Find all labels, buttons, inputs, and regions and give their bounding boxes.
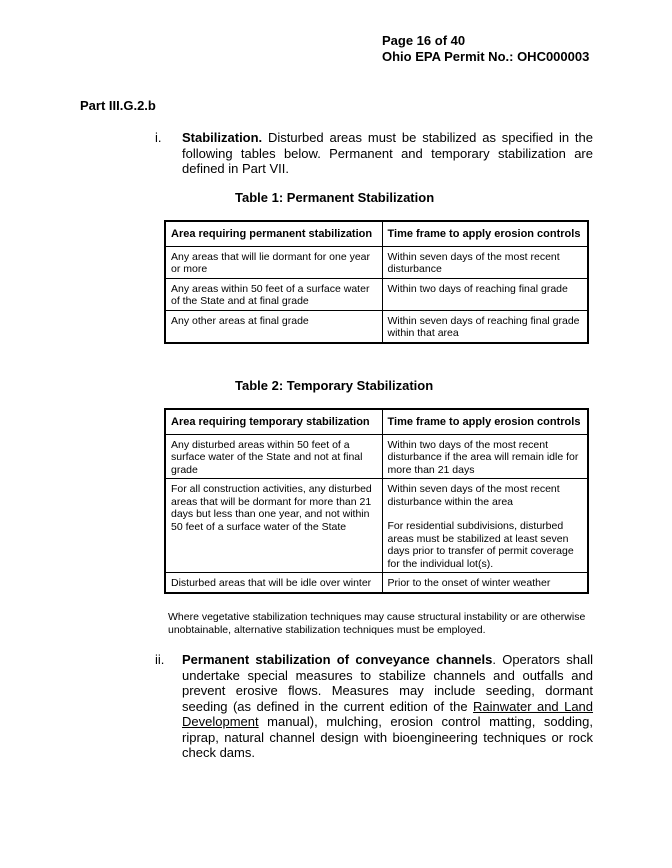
column-header: Area requiring permanent stabilization bbox=[165, 221, 382, 246]
table-cell: Within two days of reaching final grade bbox=[382, 278, 588, 310]
item-text: . Operators shall undertake special measures to stabilize channels and outfalls and prevent erosive flows. Measures may include seeding, dormant seeding (as defined in the current edition of the bbox=[182, 652, 594, 714]
table-row bbox=[165, 479, 588, 573]
part-heading: Part III.G.2.b bbox=[80, 98, 156, 113]
column-header: Time frame to apply erosion controls bbox=[382, 409, 588, 434]
cell-text: Within seven days of the most recent disturbance within the area bbox=[387, 483, 560, 508]
page-number: Page 16 of 40 bbox=[382, 33, 466, 48]
table-row bbox=[165, 246, 588, 278]
temporary-stabilization-table bbox=[164, 408, 589, 594]
table-cell bbox=[382, 479, 588, 573]
table-cell: Prior to the onset of winter weather bbox=[382, 573, 588, 593]
conveyance-channels-paragraph bbox=[182, 652, 593, 761]
table-cell: For all construction activities, any disturbed areas that will be dormant for more than 21 days but less than one year, and not within 50 feet of a surface water of the State bbox=[165, 479, 382, 573]
table-cell: Any disturbed areas within 50 feet of a surface water of the State and not at final grade bbox=[165, 434, 382, 479]
table-cell: Within two days of the most recent disturbance if the area will remain idle for more than 21 days bbox=[382, 434, 588, 479]
item-title: Stabilization. bbox=[182, 130, 263, 145]
table-cell: Any other areas at final grade bbox=[165, 310, 382, 343]
item-title: Permanent stabilization of conveyance channels bbox=[182, 652, 493, 667]
table-row bbox=[165, 278, 588, 310]
table-row bbox=[165, 434, 588, 479]
table-cell: Any areas that will lie dormant for one year or more bbox=[165, 246, 382, 278]
table-header-row bbox=[165, 221, 588, 246]
table-title: Table 1: Permanent Stabilization bbox=[235, 190, 435, 205]
permit-number: Ohio EPA Permit No.: OHC000003 bbox=[382, 49, 590, 64]
cell-text: For residential subdivisions, disturbed areas must be stabilized at least seven days prior to transfer of permit coverage for the individual lot(s). bbox=[387, 520, 574, 570]
table-cell: Within seven days of reaching final grade within that area bbox=[382, 310, 588, 343]
column-header: Time frame to apply erosion controls bbox=[382, 221, 588, 246]
table-header-row bbox=[165, 409, 588, 434]
table-title: Table 2: Temporary Stabilization bbox=[235, 378, 434, 393]
table-row bbox=[165, 310, 588, 343]
item-text: manual), mulching, erosion control matting, sodding, riprap, natural channel design with bioengineering techniques or rock check dams. bbox=[182, 714, 593, 760]
table-row bbox=[165, 573, 588, 593]
table-cell: Any areas within 50 feet of a surface water of the State and at final grade bbox=[165, 278, 382, 310]
item-number: i. bbox=[155, 130, 162, 145]
item-text: Disturbed areas must be stabilized as specified in the following tables below. Permanent and temporary stabilization are defined in Part VII. bbox=[182, 130, 593, 176]
permanent-stabilization-table bbox=[164, 220, 589, 344]
manual-title: Rainwater and Land Development bbox=[182, 698, 594, 729]
stabilization-paragraph bbox=[182, 130, 593, 177]
column-header: Area requiring temporary stabilization bbox=[165, 409, 382, 434]
table-cell: Within seven days of the most recent disturbance bbox=[382, 246, 588, 278]
item-number: ii. bbox=[155, 652, 165, 667]
table-cell: Disturbed areas that will be idle over winter bbox=[165, 573, 382, 593]
table-note: Where vegetative stabilization techniques may cause structural instability or are otherwise unobtainable, alternative stabilization techniques must be employed. bbox=[168, 611, 586, 636]
